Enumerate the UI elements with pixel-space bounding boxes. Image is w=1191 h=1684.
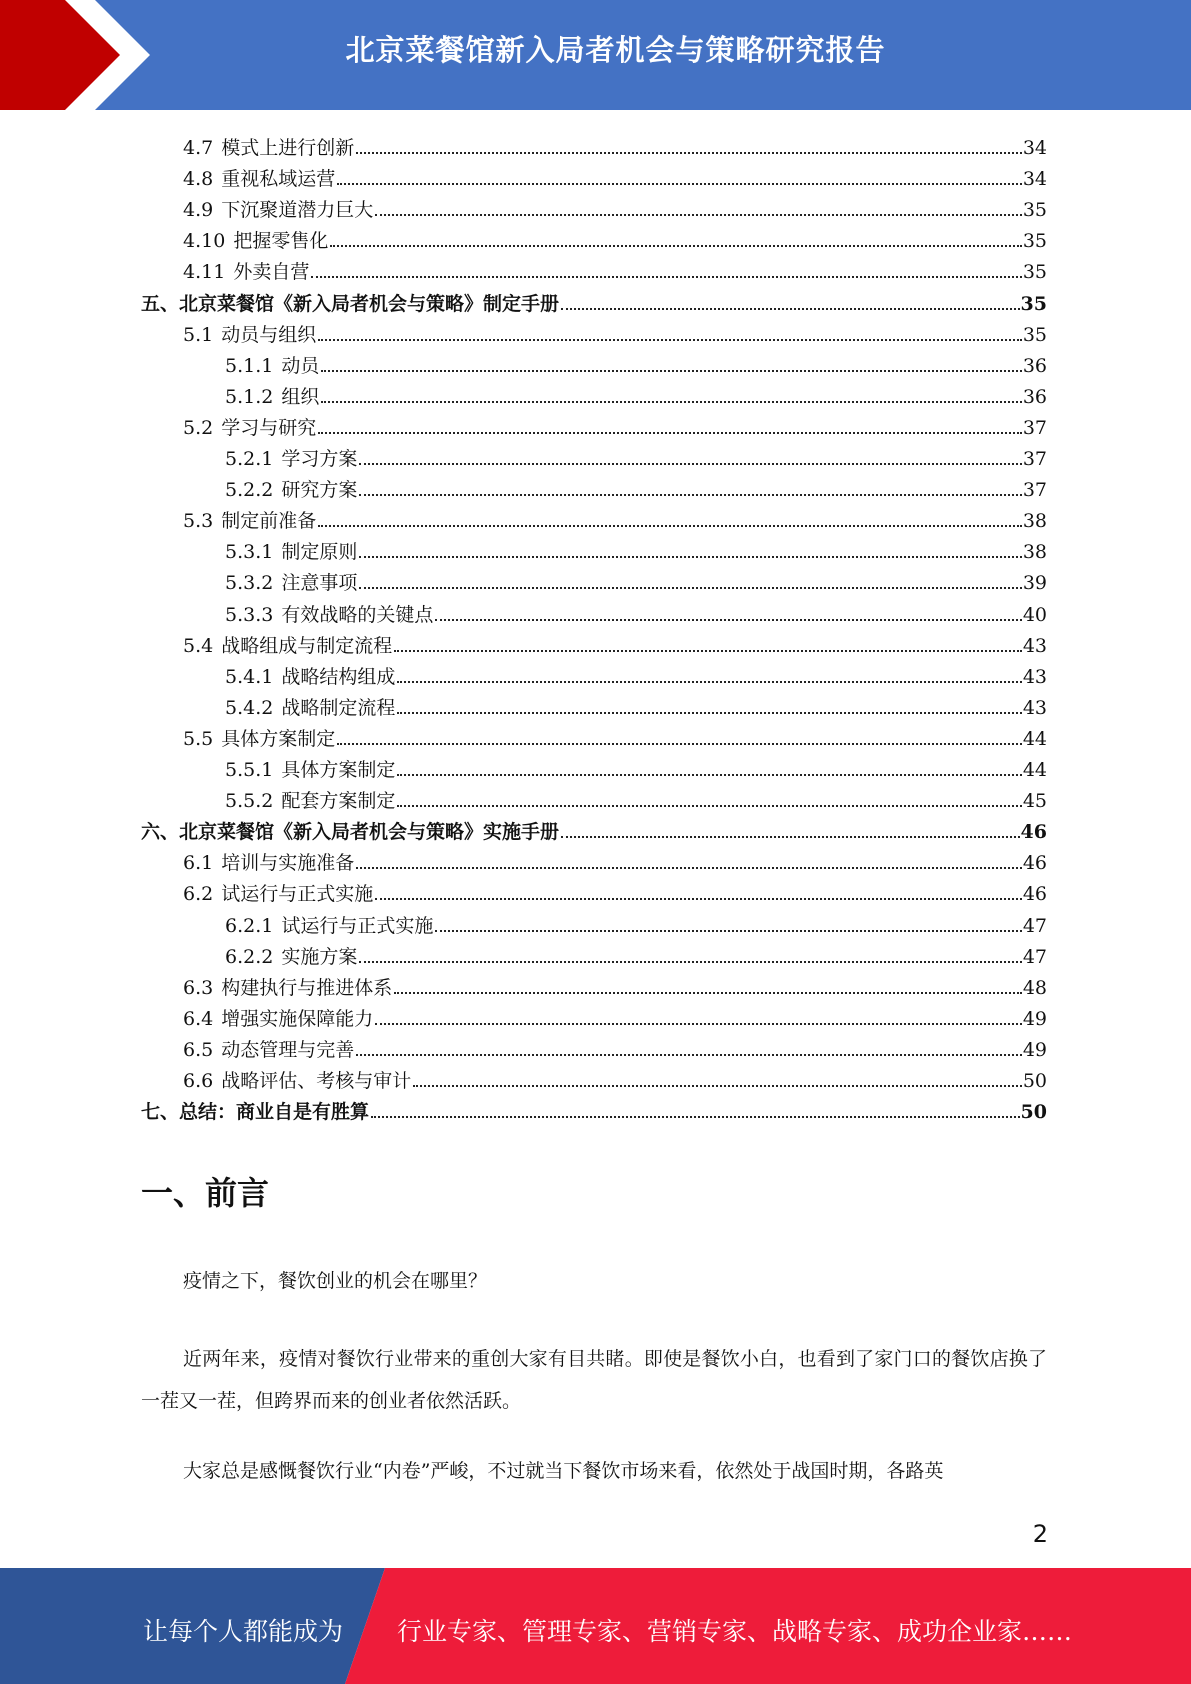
toc-entry-title: 注意事项 xyxy=(281,572,358,595)
toc-entry-number: 5.1.1 xyxy=(225,354,274,377)
toc-dot-leader xyxy=(435,619,1021,621)
toc-entry-title: 学习方案 xyxy=(281,448,358,470)
toc-entry-title: 培训与实施准备 xyxy=(221,852,355,875)
toc-dot-leader xyxy=(321,401,1021,403)
toc-dot-leader xyxy=(413,1085,1022,1087)
toc-entry[interactable] xyxy=(183,222,1047,253)
toc-entry[interactable] xyxy=(183,1031,1047,1062)
toc-entry[interactable] xyxy=(225,907,1047,938)
toc-entry-page: 35 xyxy=(1022,230,1047,253)
toc-entry-title: 增强实施保障能力 xyxy=(221,1007,374,1030)
toc-entry-title: 试运行与正式实施 xyxy=(281,914,434,937)
toc-entry[interactable] xyxy=(183,1062,1047,1093)
toc-entry[interactable] xyxy=(225,533,1047,564)
toc-entry-title: 战略结构组成 xyxy=(281,665,396,688)
toc-dot-leader xyxy=(371,1116,1020,1118)
toc-entry[interactable] xyxy=(225,564,1047,595)
toc-entry-label xyxy=(183,727,337,751)
toc-entry[interactable] xyxy=(183,191,1047,222)
toc-entry-title: 总结：商业自是有胜算 xyxy=(179,1101,370,1124)
toc-entry[interactable] xyxy=(225,471,1047,502)
toc-dot-leader xyxy=(356,152,1022,154)
toc-entry-number: 4.10 xyxy=(183,230,226,253)
toc-dot-leader xyxy=(318,339,1022,341)
page-number: 2 xyxy=(1032,1520,1048,1548)
toc-entry[interactable] xyxy=(225,689,1047,720)
toc-entry-number: 五、 xyxy=(141,292,180,315)
toc-entry-number: 5.2.1 xyxy=(225,448,274,470)
toc-entry-page: 45 xyxy=(1022,790,1047,813)
toc-entry[interactable] xyxy=(225,440,1047,471)
toc-entry-number: 六、 xyxy=(141,821,180,844)
toc-entry-number: 6.3 xyxy=(183,976,214,999)
toc-entry[interactable] xyxy=(225,751,1047,782)
toc-entry-number: 5.4.2 xyxy=(225,696,274,719)
toc-entry-label xyxy=(183,1007,375,1031)
toc-dot-leader xyxy=(318,432,1022,434)
toc-entry[interactable] xyxy=(183,160,1047,191)
toc-dot-leader xyxy=(330,245,1021,247)
toc-entry-title: 配套方案制定 xyxy=(281,790,396,813)
toc-entry-number: 6.5 xyxy=(183,1038,214,1061)
toc-entry[interactable] xyxy=(183,969,1047,1000)
toc-entry-page: 47 xyxy=(1022,945,1047,968)
toc-entry-title: 试运行与正式实施 xyxy=(221,883,374,906)
toc-entry-page: 35 xyxy=(1022,323,1047,346)
toc-entry-label xyxy=(183,1038,356,1062)
toc-dot-leader xyxy=(359,556,1021,558)
toc-entry-number: 5.1 xyxy=(183,323,214,346)
toc-entry-title: 具体方案制定 xyxy=(221,727,336,750)
toc-entry-title: 动态管理与完善 xyxy=(221,1038,355,1061)
toc-entry-title: 北京菜餐馆《新入局者机会与策略》制定手册 xyxy=(179,292,560,315)
toc-entry-number: 七、 xyxy=(141,1101,180,1124)
toc-entry-number: 5.3.1 xyxy=(225,541,274,564)
document-title: 北京菜餐馆新入局者机会与策略研究报告 xyxy=(345,33,886,67)
toc-entry[interactable] xyxy=(183,253,1047,284)
toc-entry-label xyxy=(225,945,359,969)
toc-entry-label xyxy=(183,976,394,1000)
toc-entry[interactable] xyxy=(183,129,1047,160)
toc-entry-number: 5.1.2 xyxy=(225,385,274,408)
toc-entry[interactable] xyxy=(183,844,1047,875)
toc-entry-page: 49 xyxy=(1022,1038,1047,1061)
toc-entry-page: 39 xyxy=(1022,572,1047,595)
toc-entry-number: 6.2.1 xyxy=(225,914,274,937)
toc-entry-title: 实施方案 xyxy=(281,945,358,968)
toc-entry-number: 4.11 xyxy=(183,261,226,284)
toc-entry-number: 6.2.2 xyxy=(225,945,274,968)
toc-entry-label xyxy=(225,385,321,409)
toc-dot-leader xyxy=(359,463,1021,465)
toc-entry-label xyxy=(183,136,356,160)
toc-entry-title: 有效战略的关键点 xyxy=(281,603,434,626)
toc-entry-label xyxy=(141,292,561,316)
toc-dot-leader xyxy=(375,1023,1022,1025)
toc-entry-number: 6.6 xyxy=(183,1070,214,1092)
header-banner xyxy=(0,0,1191,110)
toc-entry-label xyxy=(225,478,359,502)
toc-entry-label xyxy=(225,571,359,595)
toc-entry-title: 外卖自营 xyxy=(233,261,310,284)
toc-entry-number: 5.3.3 xyxy=(225,603,274,626)
toc-entry[interactable] xyxy=(225,658,1047,689)
toc-dot-leader xyxy=(311,276,1021,278)
toc-entry-number: 5.4 xyxy=(183,634,214,657)
toc-entry-number: 5.3.2 xyxy=(225,572,274,595)
toc-entry-page: 46 xyxy=(1022,852,1047,875)
toc-entry-page: 44 xyxy=(1022,759,1047,781)
toc-entry-page: 36 xyxy=(1022,354,1047,377)
toc-entry-title: 下沉聚道潜力巨大 xyxy=(221,199,374,222)
toc-entry[interactable] xyxy=(225,596,1047,627)
toc-entry-label xyxy=(183,416,318,440)
toc-entry-label xyxy=(183,260,311,284)
paragraph: 疫情之下，餐饮创业的机会在哪里？ xyxy=(183,1270,488,1292)
toc-entry-number: 6.1 xyxy=(183,852,214,875)
toc-entry-label xyxy=(225,914,435,938)
toc-entry-page: 49 xyxy=(1022,1007,1047,1030)
toc-entry-label xyxy=(183,198,375,222)
toc-entry-title: 动员 xyxy=(281,354,320,377)
toc-dot-leader xyxy=(397,774,1021,776)
toc-entry-title: 构建执行与推进体系 xyxy=(221,976,393,999)
toc-dot-leader xyxy=(394,650,1022,652)
toc-entry-title: 制定原则 xyxy=(281,541,358,564)
toc-entry-number: 6.4 xyxy=(183,1007,214,1030)
toc-entry-label xyxy=(183,634,394,658)
toc-entry-page: 34 xyxy=(1022,168,1047,191)
toc-dot-leader xyxy=(375,214,1022,216)
toc-entry-label xyxy=(183,167,337,191)
toc-dot-leader xyxy=(397,712,1021,714)
toc-entry-label xyxy=(183,509,318,533)
toc-entry-label xyxy=(183,851,356,875)
toc-entry-number: 5.3 xyxy=(183,510,214,533)
toc-entry-label xyxy=(225,665,397,689)
toc-entry-title: 组织 xyxy=(281,385,320,408)
toc-entry[interactable] xyxy=(225,782,1047,813)
toc-entry-number: 5.2.2 xyxy=(225,479,274,502)
toc-entry-page: 43 xyxy=(1022,696,1047,719)
toc-entry-title: 研究方案 xyxy=(281,479,358,502)
toc-entry-number: 5.2 xyxy=(183,416,214,439)
toc-entry-page: 46 xyxy=(1022,883,1047,906)
toc-entry-page: 38 xyxy=(1022,510,1047,533)
toc-entry-page: 35 xyxy=(1022,199,1047,222)
toc-entry-label xyxy=(225,540,359,564)
toc-entry-page: 37 xyxy=(1022,448,1047,470)
toc-entry-label xyxy=(183,1069,413,1093)
toc-dot-leader xyxy=(394,992,1022,994)
toc-entry[interactable] xyxy=(183,720,1047,751)
toc-dot-leader xyxy=(321,370,1021,372)
toc-entry-title: 战略制定流程 xyxy=(281,696,396,719)
toc-dot-leader xyxy=(359,961,1021,963)
toc-entry[interactable] xyxy=(141,1093,1047,1124)
header-chevron-icon xyxy=(0,0,160,110)
toc-entry-label xyxy=(183,323,318,347)
toc-dot-leader xyxy=(359,494,1021,496)
toc-entry[interactable] xyxy=(141,813,1047,844)
toc-entry-number: 5.4.1 xyxy=(225,665,274,688)
toc-entry-page: 43 xyxy=(1022,634,1047,657)
toc-entry-number: 6.2 xyxy=(183,883,214,906)
toc-dot-leader xyxy=(356,1054,1022,1056)
toc-entry-number: 5.5 xyxy=(183,727,214,750)
toc-entry-label xyxy=(183,229,330,253)
toc-entry-page: 50 xyxy=(1022,1070,1047,1092)
toc-dot-leader xyxy=(375,898,1022,900)
section-heading: 一、前言 xyxy=(141,1174,270,1212)
toc-entry[interactable] xyxy=(183,875,1047,906)
toc-entry-label xyxy=(141,820,561,844)
toc-entry-page: 36 xyxy=(1022,385,1047,408)
toc-entry[interactable] xyxy=(225,378,1047,409)
toc-entry-number: 5.5.1 xyxy=(225,759,274,781)
toc-entry-label xyxy=(225,603,435,627)
toc-entry-label xyxy=(225,789,397,813)
toc-entry-title: 制定前准备 xyxy=(221,510,317,533)
toc-entry-title: 北京菜餐馆《新入局者机会与策略》实施手册 xyxy=(179,821,560,844)
toc-entry[interactable] xyxy=(141,285,1047,316)
toc-entry-page: 35 xyxy=(1020,292,1047,315)
toc-entry-number: 4.7 xyxy=(183,137,214,159)
toc-dot-leader xyxy=(318,525,1022,527)
toc-dot-leader xyxy=(356,867,1022,869)
toc-entry-page: 50 xyxy=(1020,1101,1047,1124)
toc-entry[interactable] xyxy=(183,316,1047,347)
toc-entry[interactable] xyxy=(225,938,1047,969)
toc-entry-title: 把握零售化 xyxy=(233,230,329,253)
toc-entry-number: 4.9 xyxy=(183,199,214,222)
footer-slogan-left: 让每个人都能成为 xyxy=(143,1617,344,1646)
toc-dot-leader xyxy=(337,743,1022,745)
toc-entry-label xyxy=(141,1100,371,1124)
toc-dot-leader xyxy=(359,587,1021,589)
toc-entry-page: 38 xyxy=(1022,541,1047,564)
toc-entry-title: 战略组成与制定流程 xyxy=(221,634,393,657)
toc-dot-leader xyxy=(561,308,1020,310)
toc-entry[interactable] xyxy=(225,347,1047,378)
toc-entry-page: 34 xyxy=(1022,137,1047,159)
toc-entry-title: 动员与组织 xyxy=(221,323,317,346)
toc-entry-label xyxy=(225,758,397,782)
toc-entry[interactable] xyxy=(183,1000,1047,1031)
toc-entry-title: 学习与研究 xyxy=(221,416,317,439)
toc-entry-page: 44 xyxy=(1022,727,1047,750)
toc-entry-label xyxy=(183,882,375,906)
toc-entry-page: 37 xyxy=(1022,416,1047,439)
toc-entry[interactable] xyxy=(183,627,1047,658)
toc-entry-title: 模式上进行创新 xyxy=(221,137,355,159)
toc-entry-title: 具体方案制定 xyxy=(281,759,396,781)
toc-entry-page: 37 xyxy=(1022,479,1047,502)
toc-entry[interactable] xyxy=(183,502,1047,533)
toc-dot-leader xyxy=(337,183,1022,185)
toc-entry-page: 43 xyxy=(1022,665,1047,688)
footer-banner xyxy=(0,1568,1191,1684)
toc-entry-page: 47 xyxy=(1022,914,1047,937)
toc-dot-leader xyxy=(397,805,1021,807)
toc-entry-page: 46 xyxy=(1020,821,1047,844)
toc-entry-number: 4.8 xyxy=(183,168,214,191)
footer-slogan-right: 行业专家、管理专家、营销专家、战略专家、成功企业家…… xyxy=(397,1617,1073,1646)
paragraph: 大家总是感慨餐饮行业“内卷”严峻，不过就当下餐饮市场来看，依然处于战国时期，各路英 xyxy=(183,1460,944,1482)
toc-entry-label xyxy=(225,354,321,378)
toc-entry-page: 48 xyxy=(1022,976,1047,999)
toc-entry-title: 战略评估、考核与审计 xyxy=(221,1070,412,1092)
toc-dot-leader xyxy=(397,681,1021,683)
toc-entry-number: 5.5.2 xyxy=(225,790,274,813)
toc-entry-label xyxy=(225,447,359,471)
toc-entry-title: 重视私域运营 xyxy=(221,168,336,191)
toc-entry-label xyxy=(225,696,397,720)
paragraph: 近两年来，疫情对餐饮行业带来的重创大家有目共睹。即使是餐饮小白，也看到了家门口的餐饮店换了一茬又一茬，但跨界而来的创业者依然活跃。 xyxy=(141,1348,1047,1412)
toc-entry[interactable] xyxy=(183,409,1047,440)
toc-entry-page: 35 xyxy=(1022,261,1047,284)
toc-entry-page: 40 xyxy=(1022,603,1047,626)
toc-dot-leader xyxy=(561,836,1020,838)
toc-dot-leader xyxy=(435,930,1021,932)
